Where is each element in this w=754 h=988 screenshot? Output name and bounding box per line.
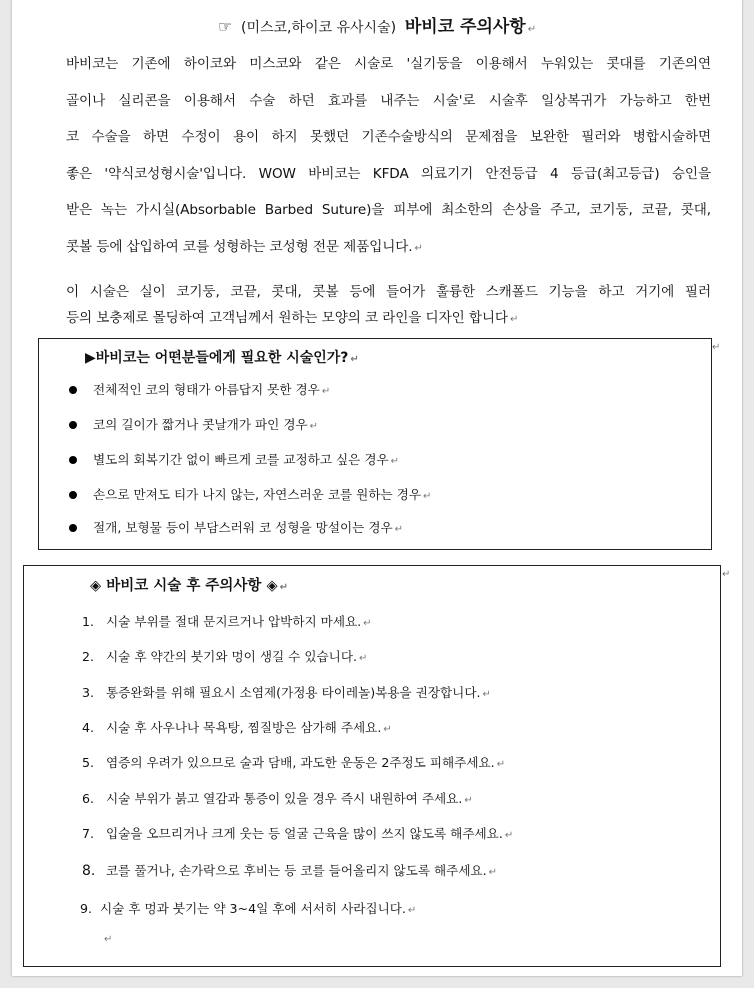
intro-line: 바비코는 기존에 하이코와 미스코와 같은 시술로 '실기둥을 이용해서 누워있는 콧대를 기존의연 (66, 56, 711, 72)
paragraph-mark: ↵ (527, 24, 537, 35)
paragraph-mark: ↵ (407, 905, 417, 916)
caution-box-title: ◈ 바비코 시술 후 주의사항 ◈ ↵ (90, 578, 289, 594)
intro-line-last: 콧볼 등에 삽입하여 코를 성형하는 코성형 전문 제품입니다. ↵ (66, 238, 423, 255)
caution-item: 1. 시술 부위를 절대 문지르거나 압박하지 마세요. ↵ (82, 614, 372, 629)
need-item: 전체적인 코의 형태가 아름답지 못한 경우 ↵ (69, 379, 330, 398)
paragraph-mark: ↵ (350, 354, 359, 365)
caution-item: 8. 코를 풀거나, 손가락으로 후비는 등 코를 들어올리지 않도록 해주세요. ↵ (82, 863, 498, 879)
paragraph-mark: ↵ (104, 934, 113, 945)
paragraph-mark: ↵ (309, 421, 319, 432)
intro-line: 받은 녹는 가시실(Absorbable Barbed Suture)을 피부에 최소한의 손상을 주고, 코기둥, 코끝, 콧대, (66, 202, 711, 218)
paragraph-mark: ↵ (464, 795, 473, 806)
paragraph-mark: ↵ (488, 867, 498, 878)
need-item: 코의 길이가 짧거나 콧날개가 파인 경우 ↵ (69, 414, 318, 433)
paragraph-mark: ↵ (712, 342, 721, 353)
intro-line: 골이나 실리콘을 이용해서 수술 하던 효과를 내주는 시술'로 시술후 일상복귀가 가능하고 한번 (66, 92, 711, 109)
caution-item: 7. 입술을 오므리거나 크게 웃는 등 얼굴 근육을 많이 쓰지 않도록 해주세요. ↵ (82, 826, 514, 841)
paragraph-mark: ↵ (321, 386, 331, 397)
bullet-icon (69, 491, 77, 499)
title-main: 바비코 주의사항 (404, 17, 526, 37)
intro-paragraph-2 (66, 280, 711, 332)
paragraph-mark: ↵ (722, 569, 731, 580)
bullet-icon (69, 386, 77, 394)
paragraph-mark: ↵ (414, 242, 423, 254)
paragraph-mark: ↵ (383, 724, 392, 735)
caution-box (23, 565, 721, 967)
caution-item: 3. 통증완화를 위해 필요시 소염제(가정용 타이레놀)복용을 권장합니다. ↵ (82, 685, 491, 700)
paragraph-mark: ↵ (504, 830, 514, 841)
intro-paragraph (66, 52, 711, 271)
intro-line: 좋은 '약식코성형시술'입니다. WOW 바비코는 KFDA 의료기기 안전등급 4 등급(최고등급) 승인을 (66, 165, 711, 182)
caution-item: 5. 염증의 우려가 있으므로 술과 담배, 과도한 운동은 2주정도 피해주세요. ↵ (82, 755, 506, 770)
pointing-hand-icon: ☞ (217, 17, 233, 36)
caution-item: 2. 시술 후 약간의 붓기와 멍이 생길 수 있습니다. ↵ (82, 649, 368, 664)
paragraph-mark: ↵ (363, 618, 372, 629)
need-box-title: ▶바비코는 어떤분들에게 필요한 시술인가? ↵ (85, 350, 359, 366)
need-box (38, 338, 712, 550)
bullet-icon (69, 524, 77, 532)
intro2-line-last: 등의 보충제로 몰딩하여 고객님께서 원하는 모양의 코 라인을 디자인 합니다 ↵ (66, 310, 519, 326)
paragraph-mark: ↵ (359, 653, 368, 664)
caution-item: 6. 시술 부위가 붉고 열감과 통증이 있을 경우 즉시 내원하여 주세요. ↵ (82, 791, 473, 806)
caution-item: 9. 시술 후 멍과 붓기는 약 3~4일 후에 서서히 사라집니다. ↵ (80, 901, 417, 916)
caution-item: 4. 시술 후 사우나나 목욕탕, 찜질방은 삼가해 주세요. ↵ (82, 720, 392, 735)
need-item: 별도의 회복기간 없이 빠르게 코를 교정하고 싶은 경우 ↵ (69, 449, 399, 468)
intro2-line: 이 시술은 실이 코기둥, 코끝, 콧대, 콧볼 등에 들어가 훌륭한 스캐폴드 기능을 하고 거기에 필러 (66, 284, 711, 300)
paragraph-mark: ↵ (423, 491, 432, 502)
need-item: 절개, 보형물 등이 부담스러워 코 성형을 망설이는 경우 ↵ (69, 517, 403, 536)
page-title (0, 12, 754, 37)
paragraph-mark: ↵ (509, 314, 519, 325)
intro-line: 코 수술을 하면 수정이 용이 하지 못했던 기존수술방식의 문제점을 보완한 필러와 병합시술하면 (66, 129, 711, 145)
paragraph-mark: ↵ (394, 524, 404, 535)
paragraph-mark: ↵ (279, 582, 289, 593)
need-item: 손으로 만져도 티가 나지 않는, 자연스러운 코를 원하는 경우 ↵ (69, 484, 431, 503)
paragraph-mark: ↵ (390, 456, 400, 467)
paragraph-mark: ↵ (482, 689, 491, 700)
bullet-icon (69, 456, 77, 464)
paragraph-mark: ↵ (496, 759, 506, 770)
bullet-icon (69, 421, 77, 429)
title-subtitle: (미스코,하이코 유사시술) (241, 20, 397, 36)
